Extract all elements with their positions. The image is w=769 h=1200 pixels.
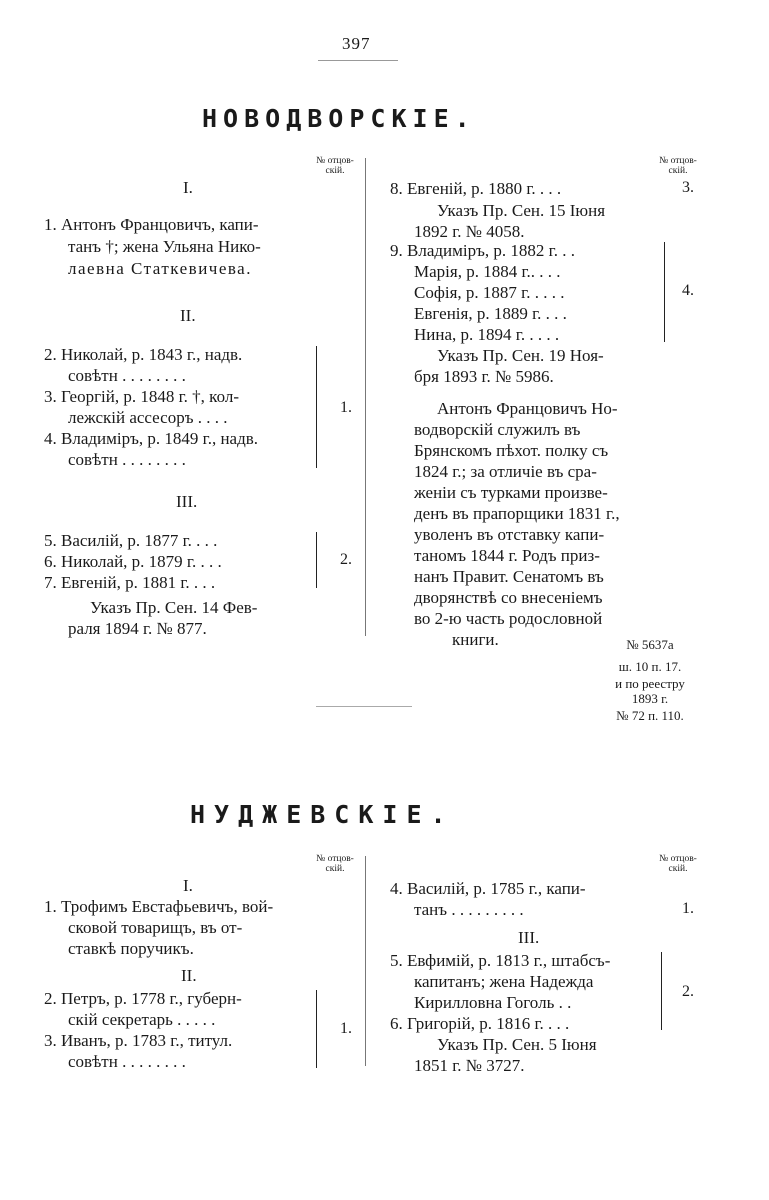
archive-ref: ш. 10 п. 17. (618, 659, 682, 674)
section-title-nudzhevskie: НУДЖЕВСКІЕ. (190, 800, 455, 829)
generation-roman: II. (180, 306, 196, 325)
entry-line: танъ †; жена Ульяна Нико- (68, 237, 261, 256)
bracket (311, 532, 317, 588)
archive-ref: № 5637а (626, 637, 674, 652)
entry-line: 1. Антонъ Францовичъ, капи- (44, 215, 259, 234)
father-number: 2. (682, 983, 694, 1000)
father-col-header-right: № отцов- скій. (659, 156, 697, 176)
note-line: Антонъ Францовичъ Но- (437, 399, 618, 418)
archive-ref: 1893 г. (631, 691, 669, 706)
entry-line: 6. Григорій, р. 1816 г. . . . (390, 1014, 570, 1033)
decree-line: 1892 г. № 4058. (414, 222, 525, 241)
entry-line: 3. Иванъ, р. 1783 г., титул. (44, 1031, 233, 1050)
generation-roman: III. (176, 492, 198, 511)
note-line: во 2-ю часть родословной (414, 609, 603, 628)
entry-line: ставкѣ поручикъ. (68, 939, 194, 958)
entry-line: 4. Владиміръ, р. 1849 г., надв. (44, 429, 259, 448)
note-line: водворскій служилъ въ (414, 420, 581, 439)
entry-line: 8. Евгеній, р. 1880 г. . . . (390, 179, 562, 198)
father-number: 2. (340, 551, 352, 568)
entry-line: сковой товарищъ, въ от- (68, 918, 243, 937)
entry-line: совѣтн . . . . . . . . (68, 366, 186, 385)
father-number: 3. (682, 179, 694, 196)
note-line: 1824 г.; за отличіе въ сра- (414, 462, 597, 481)
entry-line: Нина, р. 1894 г. . . . . (414, 325, 560, 344)
bracket (656, 952, 662, 1030)
note-line: нанъ Правит. Сенатомъ въ (414, 567, 604, 586)
decree-line: бря 1893 г. № 5986. (414, 367, 554, 386)
note-line: женіи съ турками произве- (414, 483, 608, 502)
entry-line: 2. Николай, р. 1843 г., надв. (44, 345, 243, 364)
entry-line: 9. Владиміръ, р. 1882 г. . . (390, 241, 575, 260)
archive-ref: и по реестру (615, 676, 685, 691)
entry-line: 4. Василій, р. 1785 г., капи- (390, 879, 586, 898)
note-line: дворянствѣ со внесеніемъ (414, 588, 603, 607)
generation-roman: I. (183, 178, 193, 197)
entry-line: капитанъ; жена Надежда (414, 972, 594, 991)
section-separator (316, 706, 412, 707)
entry-line: 6. Николай, р. 1879 г. . . . (44, 552, 222, 571)
page-number-rule (318, 60, 398, 61)
entry-line: лаевна Статкевичева. (68, 259, 252, 278)
decree-line: раля 1894 г. № 877. (68, 619, 207, 638)
entry-line: совѣтн . . . . . . . . (68, 450, 186, 469)
generation-roman: II. (181, 966, 197, 985)
decree-line: Указъ Пр. Сен. 15 Іюня (437, 201, 606, 220)
entry-line: скій секретарь . . . . . (68, 1010, 216, 1029)
generation-roman: III. (518, 928, 540, 947)
entry-line: танъ . . . . . . . . . (414, 900, 524, 919)
bracket (311, 346, 317, 468)
decree-line: Указъ Пр. Сен. 19 Ноя- (437, 346, 604, 365)
father-number: 4. (682, 282, 694, 299)
father-number: 1. (340, 1020, 352, 1037)
column-divider (365, 856, 366, 1066)
father-col-header-right: № отцов- скій. (659, 854, 697, 874)
entry-line: 5. Василій, р. 1877 г. . . . (44, 531, 218, 550)
entry-line: Евгенія, р. 1889 г. . . . (414, 304, 567, 323)
entry-line: 5. Евфимій, р. 1813 г., штабсъ- (390, 951, 611, 970)
page-number: 397 (342, 34, 371, 53)
entry-line: Софія, р. 1887 г. . . . . (414, 283, 565, 302)
entry-line: лежскій ассесоръ . . . . (68, 408, 228, 427)
bracket (311, 990, 317, 1068)
decree-line: 1851 г. № 3727. (414, 1056, 525, 1075)
entry-line: 7. Евгеній, р. 1881 г. . . . (44, 573, 216, 592)
note-line: таномъ 1844 г. Родъ приз- (414, 546, 600, 565)
entry-line: Марія, р. 1884 г.. . . . (414, 262, 561, 281)
note-line: уволенъ въ отставку капи- (414, 525, 605, 544)
section-title-novodvorskie: НОВОДВОРСКІЕ. (202, 104, 476, 133)
bracket (659, 242, 665, 342)
note-line: Брянскомъ пѣхот. полку съ (414, 441, 609, 460)
entry-line: совѣтн . . . . . . . . (68, 1052, 186, 1071)
entry-line: Кирилловна Гоголь . . (414, 993, 572, 1012)
entry-line: 3. Георгій, р. 1848 г. †, кол- (44, 387, 239, 406)
note-line: книги. (452, 630, 499, 649)
father-col-header-left: № отцов- скій. (316, 854, 354, 874)
father-number: 1. (682, 900, 694, 917)
entry-line: 2. Петръ, р. 1778 г., губерн- (44, 989, 242, 1008)
archive-ref: № 72 п. 110. (616, 708, 684, 723)
father-number: 1. (340, 399, 352, 416)
entry-line: 1. Трофимъ Евстафьевичъ, вой- (44, 897, 274, 916)
generation-roman: I. (183, 876, 193, 895)
decree-line: Указъ Пр. Сен. 5 Іюня (437, 1035, 597, 1054)
column-divider (365, 158, 366, 636)
decree-line: Указъ Пр. Сен. 14 Фев- (90, 598, 258, 617)
father-col-header-left: № отцов- скій. (316, 156, 354, 176)
note-line: денъ въ прапорщики 1831 г., (414, 504, 620, 523)
